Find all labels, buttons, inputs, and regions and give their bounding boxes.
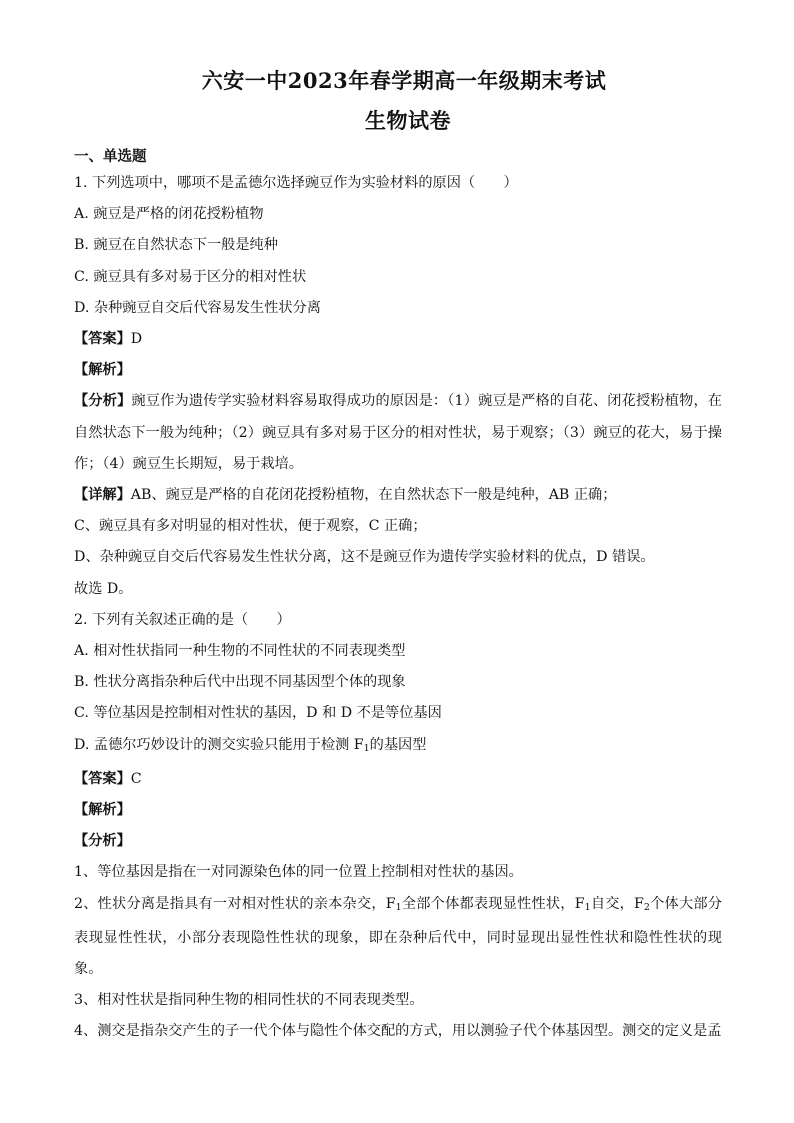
question-1-answer — [74, 324, 722, 355]
subscript-1: 1 — [363, 742, 370, 754]
page-subtitle: 生物试卷 — [365, 108, 451, 133]
question-2-option-b: B. 性状分离指杂种后代中出现不同基因型个体的现象 — [74, 674, 406, 691]
answer-value: D — [130, 331, 143, 348]
question-1-option-d: D. 杂种豌豆自交后代容易发生性状分离 — [74, 299, 321, 316]
question-2-option-a: A. 相对性状指同一种生物的不同性状的不同表现类型 — [74, 643, 406, 660]
fenxi-tag: 【分析】 — [74, 393, 132, 410]
point-2-part-c: 自交，F — [590, 895, 644, 912]
option-d-suffix: 的基因型 — [369, 736, 427, 753]
xiangjie-text: AB、豌豆是严格的自花闭花授粉植物，在自然状态下一般是纯种，AB 正确； — [130, 487, 617, 504]
question-1-analysis-tag — [74, 355, 722, 386]
question-2-option-c: C. 等位基因是控制相对性状的基因，D 和 D 不是等位基因 — [74, 705, 442, 722]
page-title: 六安一中2023年春学期高一年级期末考试 — [201, 68, 607, 93]
question-1-option-b: B. 豌豆在自然状态下一般是纯种 — [74, 237, 278, 254]
question-2-option-d — [74, 730, 722, 764]
question-1-option-a: A. 豌豆是严格的闭花授粉植物 — [74, 206, 264, 223]
question-1-xiangjie-line-4: 故选 D。 — [74, 580, 133, 597]
question-2-point-1: 1、等位基因是指在一对同源染色体的同一位置上控制相对性状的基因。 — [74, 864, 523, 881]
question-2-stem: 2. 下列有关叙述正确的是（ ） — [74, 611, 291, 628]
analysis-tag: 【解析】 — [74, 802, 131, 819]
answer-value: C — [130, 770, 142, 787]
question-1-xiangjie-line-3: D、杂种豌豆自交后代容易发生性状分离，这不是豌豆作为遗传学实验材料的优点，D 错误。 — [74, 549, 655, 566]
answer-tag: 【答案】 — [74, 770, 131, 787]
point-2-part-d: 个体大部分表现显性性状，小部分表现隐性性状的现象，即在杂种后代中，同时显现出显性性状和隐性性状的现象。 — [74, 895, 722, 978]
question-2-point-3: 3、相对性状是指同种生物的相同性状的不同表现类型。 — [74, 992, 424, 1009]
question-1-xiangjie-line-2: C、豌豆具有多对明显的相对性状，便于观察，C 正确； — [74, 518, 427, 535]
option-d-text: D. 孟德尔巧妙设计的测交实验只能用于检测 F — [74, 736, 364, 753]
xiangjie-tag: 【详解】 — [74, 487, 131, 504]
subscript-2: 2 — [643, 901, 650, 913]
question-1-fenxi — [74, 386, 722, 480]
question-2-fenxi-tag — [74, 826, 722, 857]
fenxi-text: 豌豆作为遗传学实验材料容易取得成功的原因是：（1）豌豆是严格的自花、闭花授粉植物，在自然状态下一般为纯种；（2）豌豆具有多对易于区分的相对性状，易于观察；（3）豌豆的花大，易于操作；（4）豌豆生长期短，易于栽培。 — [74, 393, 722, 472]
section-title: 一、单选题 — [74, 148, 147, 165]
answer-tag: 【答案】 — [74, 331, 131, 348]
subscript-1: 1 — [584, 901, 591, 913]
point-2-part-b: 全部个体都表现显性性状，F — [401, 895, 585, 912]
question-1-xiangjie-line-1 — [74, 480, 722, 511]
point-2-part-a: 2、性状分离是指具有一对相对性状的亲本杂交，F — [74, 895, 396, 912]
question-2-answer — [74, 764, 722, 795]
question-2-point-2 — [74, 889, 722, 986]
fenxi-tag: 【分析】 — [74, 833, 131, 850]
question-2-analysis-tag — [74, 795, 722, 826]
subscript-1: 1 — [395, 901, 402, 913]
question-2-point-4: 4、测交是指杂交产生的子一代个体与隐性个体交配的方式，用以测验子代个体基因型。测交的定义是孟 — [74, 1023, 722, 1040]
question-1-option-c: C. 豌豆具有多对易于区分的相对性状 — [74, 268, 307, 285]
question-1-stem: 1. 下列选项中，哪项不是孟德尔选择豌豆作为实验材料的原因（ ） — [74, 175, 518, 191]
analysis-tag: 【解析】 — [74, 362, 131, 379]
